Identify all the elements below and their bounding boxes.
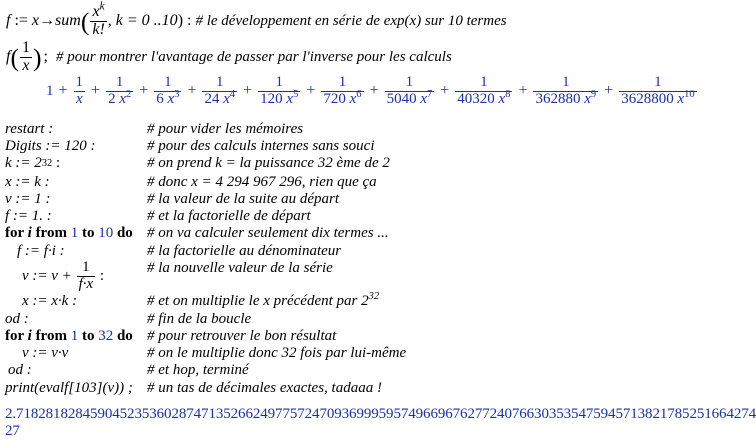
code-text: x := k :: [5, 174, 50, 190]
code-line[interactable]: [5, 191, 51, 208]
code-line[interactable]: [5, 138, 96, 155]
input-line-f-inverse[interactable]: [6, 40, 452, 75]
keyword-from: from: [31, 328, 71, 344]
comment-text: # et hop, terminé: [147, 362, 249, 378]
series-term: [106, 75, 133, 108]
comment-line: [147, 243, 341, 260]
code-text: Digits := 120 :: [5, 138, 96, 154]
comment-line: [147, 208, 311, 225]
code-line[interactable]: [22, 345, 68, 362]
series-term-den: [385, 88, 435, 108]
comment-line2: # pour montrer l'avantage de passer par l'inverse pour les calculs: [55, 48, 452, 65]
sum-func: sum: [55, 12, 81, 30]
plus-sign: +: [518, 82, 528, 100]
code-line[interactable]: [5, 208, 52, 225]
left-paren: (: [10, 42, 19, 72]
sum-range: , k = 0 ..10: [107, 12, 178, 30]
input-line-sum-definition[interactable]: [6, 0, 507, 39]
comment-text: # donc x = 4 294 967 296, rien que ça: [147, 174, 377, 190]
keyword-for: for: [5, 225, 28, 241]
series-term-den: [202, 88, 237, 108]
series-term-exp: 6: [356, 88, 362, 100]
series-term-coef: 24: [204, 90, 224, 107]
code-line[interactable]: [22, 260, 104, 293]
series-term-exp: 7: [427, 88, 433, 100]
series-term-exp: 4: [229, 88, 236, 100]
comment-text: # un tas de décimales exactes, tadaaa !: [147, 380, 382, 396]
series-term: [258, 75, 300, 108]
statement-end: ;: [43, 48, 48, 66]
code-line[interactable]: [5, 121, 53, 138]
comment-text: # pour des calculs internes sans souci: [147, 138, 375, 154]
series-term-coef: 362880: [535, 90, 585, 107]
code-line[interactable]: [5, 380, 133, 397]
series-term-coef: 120: [260, 90, 287, 107]
series-term: [385, 75, 435, 108]
comment-line: [147, 155, 390, 172]
series-term: [619, 75, 696, 108]
comment-text: # pour retrouver le bon résultat: [147, 328, 337, 344]
series-term-coef: 2: [108, 90, 120, 107]
series-term-exp: 8: [505, 88, 511, 100]
series-term-exp: 3: [174, 88, 180, 100]
right-paren: ): [32, 42, 42, 72]
series-term-den: [619, 88, 696, 108]
code-text: x := x·k :: [22, 293, 78, 309]
code-text: restart :: [5, 121, 54, 137]
code-text: f := 1. :: [5, 208, 52, 224]
comment-text: # pour vider les mémoires: [147, 121, 304, 137]
series-term-var: x: [167, 90, 175, 107]
inverse-den: x: [22, 56, 30, 74]
code-text: v := v·v: [22, 345, 69, 361]
series-term-var: x: [584, 90, 591, 107]
series-term-num: 1: [405, 74, 414, 90]
series-term-num: 1: [216, 74, 224, 90]
series-term: [455, 75, 512, 108]
series-term: [533, 75, 598, 108]
series-term-den: [154, 88, 181, 108]
inverse-fraction: [20, 40, 32, 75]
result-output: 2.7182818284590452353602874713526624977572470936999595749669676277240766303535475945713821785251664274 27: [5, 406, 756, 439]
plus-sign: +: [369, 82, 379, 100]
keyword-for: for: [5, 328, 28, 344]
code-fraction-num: 1: [82, 259, 90, 275]
series-term-coef: 3628800: [621, 90, 678, 107]
series-term-num: 1: [654, 74, 662, 90]
code-fraction-den: f·x: [78, 275, 94, 292]
plus-sign: +: [604, 82, 614, 100]
comment-line: [147, 225, 389, 242]
comment-text: # on prend k = la puissance 32 ème de 2: [147, 155, 390, 171]
series-term-exp: 2: [125, 88, 132, 100]
comment-line: [147, 311, 251, 328]
code-text: f := f·i :: [17, 243, 65, 259]
code-suffix: :: [52, 155, 61, 171]
series-term-coef: 40320: [457, 90, 499, 107]
series-output: [46, 75, 698, 108]
series-term-exp: 5: [293, 88, 299, 100]
series-term-var: x: [286, 90, 294, 107]
keyword-do: do: [113, 328, 133, 344]
plus-sign: +: [58, 82, 68, 100]
code-line[interactable]: [17, 243, 65, 260]
loop-end: 32: [98, 328, 114, 344]
fraction-den: k!: [92, 20, 105, 38]
keyword-do: do: [113, 225, 133, 241]
func-name: f: [6, 12, 11, 30]
keyword-to: to: [78, 328, 99, 344]
series-term-coef: 5040: [386, 90, 421, 107]
inverse-num: 1: [21, 39, 30, 56]
series-first-term: 1: [46, 82, 54, 99]
code-suffix: :: [96, 267, 105, 284]
comment-text: # on le multiplie donc 32 fois par lui-même: [147, 345, 407, 361]
series-term-den: [258, 88, 300, 108]
right-paren-sep: ) :: [177, 12, 196, 30]
code-line[interactable]: [5, 225, 133, 242]
comment-line: [147, 174, 377, 191]
comment-text: # on va calculer seulement dix termes ...: [147, 225, 389, 241]
left-paren: (: [80, 6, 90, 36]
series-term-den: [455, 88, 512, 108]
series-term-num: 1: [164, 74, 172, 90]
comment-line: [147, 362, 249, 379]
comment-line: [147, 380, 382, 397]
arrow-op: →: [39, 12, 56, 30]
fraction-num-base: x: [92, 3, 100, 20]
series-term: [202, 75, 237, 108]
loop-start: 1: [70, 225, 79, 241]
code-line[interactable]: [8, 362, 32, 379]
series-term-num: 1: [562, 74, 570, 90]
series-term-den: [321, 88, 363, 108]
comment-line1: # le développement en série de exp(x) sur 10 termes: [195, 12, 507, 29]
code-text: k := 2: [5, 155, 42, 171]
series-term-var: x: [223, 90, 230, 107]
loop-start: 1: [70, 328, 79, 344]
code-text: print(evalf[103](v)) ;: [5, 380, 133, 396]
plus-sign: +: [306, 82, 316, 100]
series-term: [154, 75, 181, 108]
comment-line: [147, 121, 303, 138]
comment-text: # la nouvelle valeur de la série: [147, 260, 333, 276]
series-term-num: 1: [338, 74, 347, 90]
term-fraction: [90, 0, 106, 39]
comment-text: # la factorielle au dénominateur: [147, 243, 342, 259]
func-name: f: [6, 48, 11, 66]
series-term-num: 1: [115, 74, 124, 90]
code-text: v := v +: [22, 267, 76, 284]
keyword-to: to: [78, 225, 99, 241]
series-term-den: [533, 88, 598, 108]
series-term-num: 1: [75, 74, 84, 90]
series-term-var: x: [677, 90, 685, 107]
comment-text: # la valeur de la suite au départ: [147, 191, 340, 207]
series-term-exp: 10: [684, 88, 695, 100]
series-term-num: 1: [480, 74, 488, 90]
series-term-den: [106, 88, 133, 108]
series-term-coef: 720: [323, 90, 350, 107]
assign-op: :=: [10, 12, 32, 30]
series-term-coef: 6: [156, 90, 168, 107]
code-line[interactable]: [5, 328, 133, 345]
fraction-num-exp: k: [99, 0, 105, 13]
comment-line: [147, 345, 406, 362]
series-term-exp: 9: [590, 88, 597, 100]
series-term-den: [74, 91, 85, 108]
code-text: v := 1 :: [5, 191, 51, 207]
series-term-var: x: [498, 90, 506, 107]
loop-var: i: [27, 328, 32, 344]
series-term-num: 1: [275, 74, 283, 90]
loop-end: 10: [98, 225, 114, 241]
series-term-var: x: [75, 90, 83, 107]
comment-line: [147, 328, 336, 345]
code-text: od :: [8, 362, 32, 378]
comment-line: [147, 138, 374, 155]
var-x: x: [31, 12, 40, 30]
loop-var: i: [27, 225, 32, 241]
comment-text: # et on multiplie le x précédent par 2: [147, 293, 369, 309]
plus-sign: +: [440, 82, 450, 100]
code-line[interactable]: [22, 293, 77, 310]
comment-line: [147, 191, 339, 208]
comment-line: [147, 293, 379, 310]
code-line[interactable]: [5, 174, 50, 191]
code-fraction: [77, 260, 96, 293]
plus-sign: +: [139, 82, 149, 100]
series-term: [321, 75, 363, 108]
comment-text: # et la factorielle de départ: [147, 208, 311, 224]
code-text: od :: [5, 311, 29, 327]
code-line[interactable]: k := 2 32 :: [5, 155, 61, 171]
plus-sign: +: [243, 82, 253, 100]
code-line[interactable]: [5, 311, 29, 328]
keyword-from: from: [31, 225, 71, 241]
series-term-var: x: [349, 90, 357, 107]
plus-sign: +: [187, 82, 197, 100]
series-term: [74, 75, 86, 108]
series-term-var: x: [119, 90, 126, 107]
comment-exponent: 32: [368, 291, 380, 302]
series-term-var: x: [420, 90, 427, 107]
comment-text: # fin de la boucle: [147, 311, 252, 327]
plus-sign: +: [91, 82, 101, 100]
comment-line: [147, 260, 333, 277]
